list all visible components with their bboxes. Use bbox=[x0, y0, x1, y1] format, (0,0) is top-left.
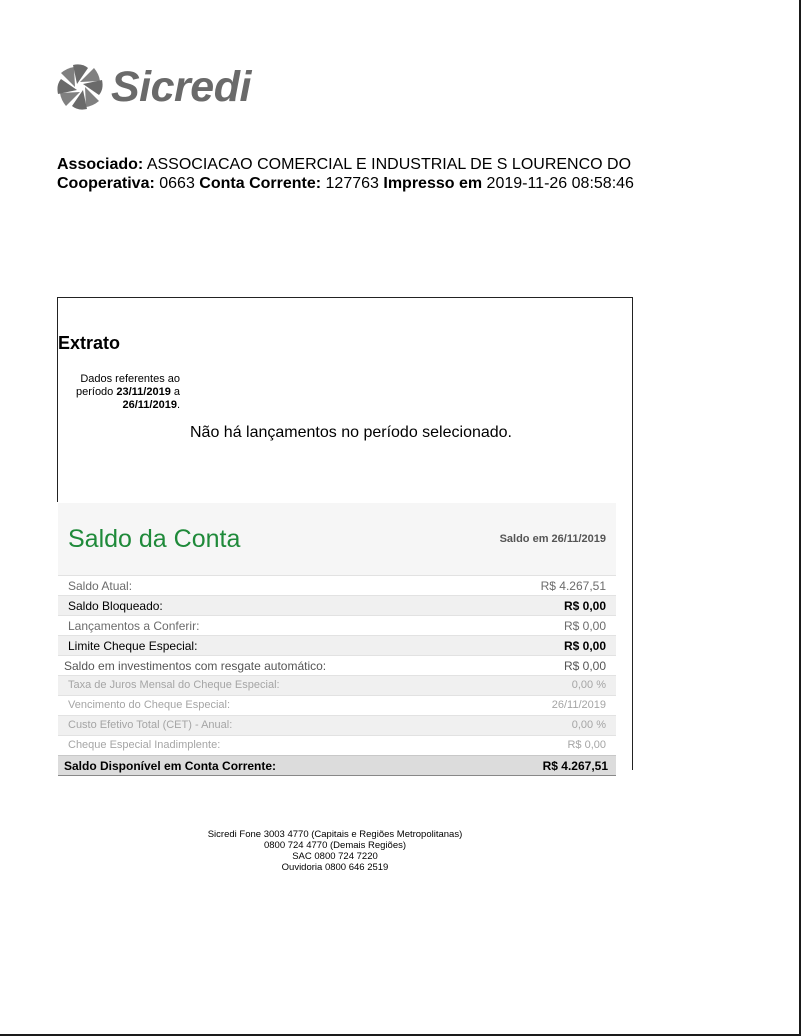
cooperativa-label: Cooperativa: bbox=[57, 175, 155, 192]
row-value: 0,00 % bbox=[571, 679, 606, 691]
periodo-connector: a bbox=[173, 386, 180, 398]
periodo-info bbox=[64, 373, 180, 412]
associado-value: ASSOCIACAO COMERCIAL E INDUSTRIAL DE S LOURENCO DO bbox=[146, 156, 632, 173]
row-label: Lançamentos a Conferir: bbox=[68, 619, 200, 633]
row-label: Cheque Especial Inadimplente: bbox=[68, 739, 221, 751]
table-row bbox=[58, 635, 616, 655]
table-row bbox=[58, 675, 616, 695]
table-row bbox=[58, 655, 616, 675]
row-value: R$ 0,00 bbox=[563, 619, 606, 633]
row-value: R$ 0,00 bbox=[563, 599, 606, 613]
associado-label: Associado: bbox=[57, 156, 144, 173]
cooperativa-value: 0663 bbox=[159, 175, 195, 192]
table-row bbox=[58, 695, 616, 715]
sicredi-pinwheel-icon bbox=[55, 62, 105, 112]
impresso-label: Impresso em bbox=[383, 175, 483, 192]
empty-message: Não há lançamentos no período selecionado. bbox=[190, 424, 512, 441]
row-label: Saldo Bloqueado: bbox=[68, 599, 163, 613]
total-label: Saldo Disponível em Conta Corrente: bbox=[64, 759, 277, 773]
periodo-end: 26/11/2019 bbox=[122, 399, 177, 411]
sicredi-logo bbox=[55, 62, 251, 112]
conta-value: 127763 bbox=[325, 175, 379, 192]
conta-label: Conta Corrente: bbox=[199, 175, 322, 192]
row-value: 26/11/2019 bbox=[551, 699, 606, 711]
associado-line bbox=[57, 155, 634, 174]
logo-wordmark: Sicredi bbox=[111, 62, 251, 111]
periodo-suffix: . bbox=[176, 399, 180, 411]
row-label: Saldo em investimentos com resgate automático: bbox=[64, 659, 327, 673]
total-row bbox=[58, 755, 616, 776]
extrato-title: Extrato bbox=[58, 333, 121, 353]
row-label: Custo Efetivo Total (CET) - Anual: bbox=[68, 719, 233, 731]
row-label: Taxa de Juros Mensal do Cheque Especial: bbox=[68, 679, 280, 691]
account-line bbox=[57, 174, 634, 193]
saldo-title: Saldo da Conta bbox=[68, 525, 241, 553]
footer-phone: Sicredi Fone 3003 4770 (Capitais e Regiões Metropolitanas) bbox=[207, 829, 463, 840]
row-value: R$ 4.267,51 bbox=[540, 579, 606, 593]
saldo-table bbox=[58, 575, 616, 776]
row-label: Vencimento do Cheque Especial: bbox=[68, 699, 231, 711]
impresso-value: 2019-11-26 08:58:46 bbox=[486, 175, 634, 192]
row-value: R$ 0,00 bbox=[567, 739, 606, 751]
saldo-date: Saldo em 26/11/2019 bbox=[499, 533, 606, 545]
row-value: R$ 0,00 bbox=[563, 659, 606, 673]
table-row bbox=[58, 595, 616, 615]
row-label: Limite Cheque Especial: bbox=[68, 639, 198, 653]
row-label: Saldo Atual: bbox=[68, 579, 133, 593]
panel-left-border bbox=[57, 297, 58, 502]
row-value: 0,00 % bbox=[571, 719, 606, 731]
footer-phone-other: 0800 724 4770 (Demais Regiões) bbox=[263, 840, 407, 851]
total-value: R$ 4.267,51 bbox=[542, 759, 608, 773]
footer-sac: SAC 0800 724 7220 bbox=[292, 851, 378, 862]
account-header bbox=[57, 155, 634, 193]
periodo-prefix: Dados referentes ao período bbox=[75, 373, 180, 398]
table-row bbox=[58, 715, 616, 735]
contact-footer bbox=[160, 829, 510, 873]
row-value: R$ 0,00 bbox=[563, 639, 606, 653]
table-row bbox=[58, 735, 616, 755]
periodo-start: 23/11/2019 bbox=[116, 386, 171, 398]
footer-ouvidoria: Ouvidoria 0800 646 2519 bbox=[281, 862, 389, 873]
table-row bbox=[58, 615, 616, 635]
table-row bbox=[58, 575, 616, 595]
